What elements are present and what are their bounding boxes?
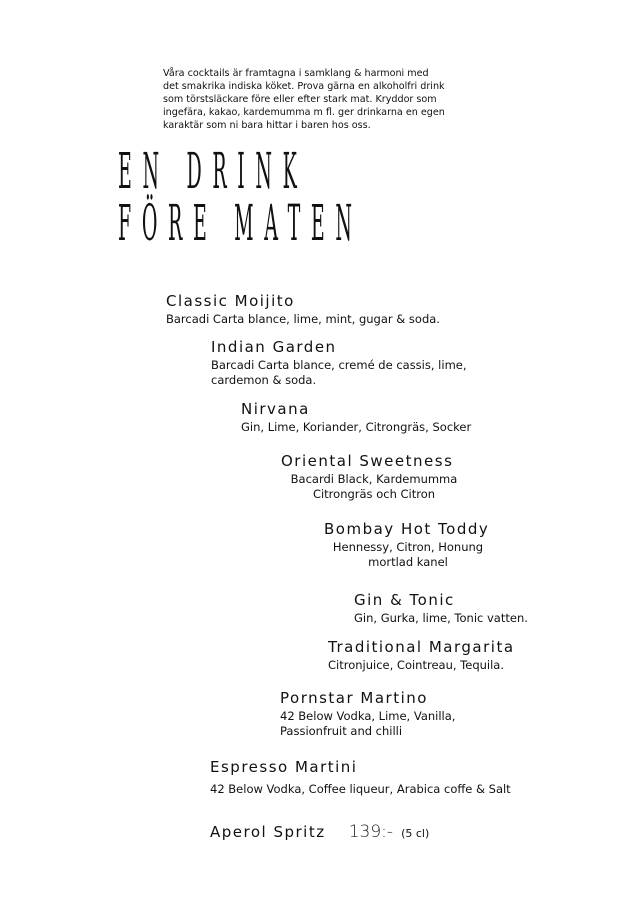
drink-name: Bombay Hot Toddy: [324, 520, 490, 538]
drink-desc: Citronjuice, Cointreau, Tequila.: [328, 658, 505, 672]
drink-bombay-hot-toddy: [324, 520, 492, 570]
intro-line: ingefära, kakao, kardemumma m fl. ger drinkarna en egen: [163, 107, 445, 118]
drink-desc: [324, 540, 492, 570]
drink-indian-garden: [211, 338, 467, 388]
price: 139:-: [348, 822, 393, 842]
drink-pornstar-martino: [280, 689, 455, 739]
intro-line: karaktär som ni bara hittar i baren hos oss.: [163, 120, 371, 131]
drink-name: Aperol Spritz: [210, 823, 326, 841]
title-line-2: FÖRE MATEN: [118, 194, 363, 252]
drink-desc: [211, 358, 467, 388]
drink-desc-line: 42 Below Vodka, Lime, Vanilla,: [280, 709, 456, 723]
drink-name: Nirvana: [241, 400, 310, 418]
drink-desc-line: cardemon & soda.: [211, 373, 317, 387]
drink-traditional-margarita: [328, 638, 515, 673]
drink-desc: 42 Below Vodka, Coffee liqueur, Arabica coffe & Salt: [210, 782, 511, 796]
drink-desc: Barcadi Carta blance, lime, mint, gugar & soda.: [166, 312, 440, 326]
volume: (5 cl): [401, 827, 430, 840]
drink-desc-line: Barcadi Carta blance, cremé de cassis, lime,: [211, 358, 467, 372]
drink-desc: [281, 472, 467, 502]
drink-name: Pornstar Martino: [280, 689, 428, 707]
drink-desc-line: mortlad kanel: [368, 555, 448, 569]
title-line-1: EN DRINK: [118, 142, 308, 200]
drink-name: Oriental Sweetness: [281, 452, 454, 470]
drink-name: Gin & Tonic: [354, 591, 455, 609]
drink-desc: Gin, Gurka, lime, Tonic vatten.: [354, 611, 528, 625]
drink-desc-line: Bacardi Black, Kardemumma: [290, 472, 458, 486]
drink-desc-line: Passionfruit and chilli: [280, 724, 403, 738]
intro-line: det smakrika indiska köket. Prova gärna en alkoholfri drink: [163, 81, 445, 92]
drink-name: Espresso Martini: [210, 758, 358, 776]
drink-name: Classic Moijito: [166, 292, 295, 310]
drink-nirvana: [241, 400, 471, 435]
drink-desc: [280, 709, 455, 739]
drink-aperol-spritz: [210, 822, 429, 842]
drink-name: Indian Garden: [211, 338, 337, 356]
drink-classic-moijito: [166, 292, 440, 327]
intro-line: som törstsläckare före eller efter stark mat. Kryddor som: [163, 94, 437, 105]
intro-line: Våra cocktails är framtagna i samklang & harmoni med: [163, 68, 429, 79]
drink-desc: Gin, Lime, Koriander, Citrongräs, Socker: [241, 420, 472, 434]
intro-text: [163, 67, 483, 132]
drink-desc-line: Hennessy, Citron, Honung: [332, 540, 484, 554]
drink-desc-line: Citrongräs och Citron: [312, 487, 436, 501]
drink-espresso-martini: [210, 758, 511, 797]
drink-name: Traditional Margarita: [328, 638, 515, 656]
drink-oriental-sweetness: [281, 452, 467, 502]
drink-gin-tonic: [354, 591, 528, 626]
